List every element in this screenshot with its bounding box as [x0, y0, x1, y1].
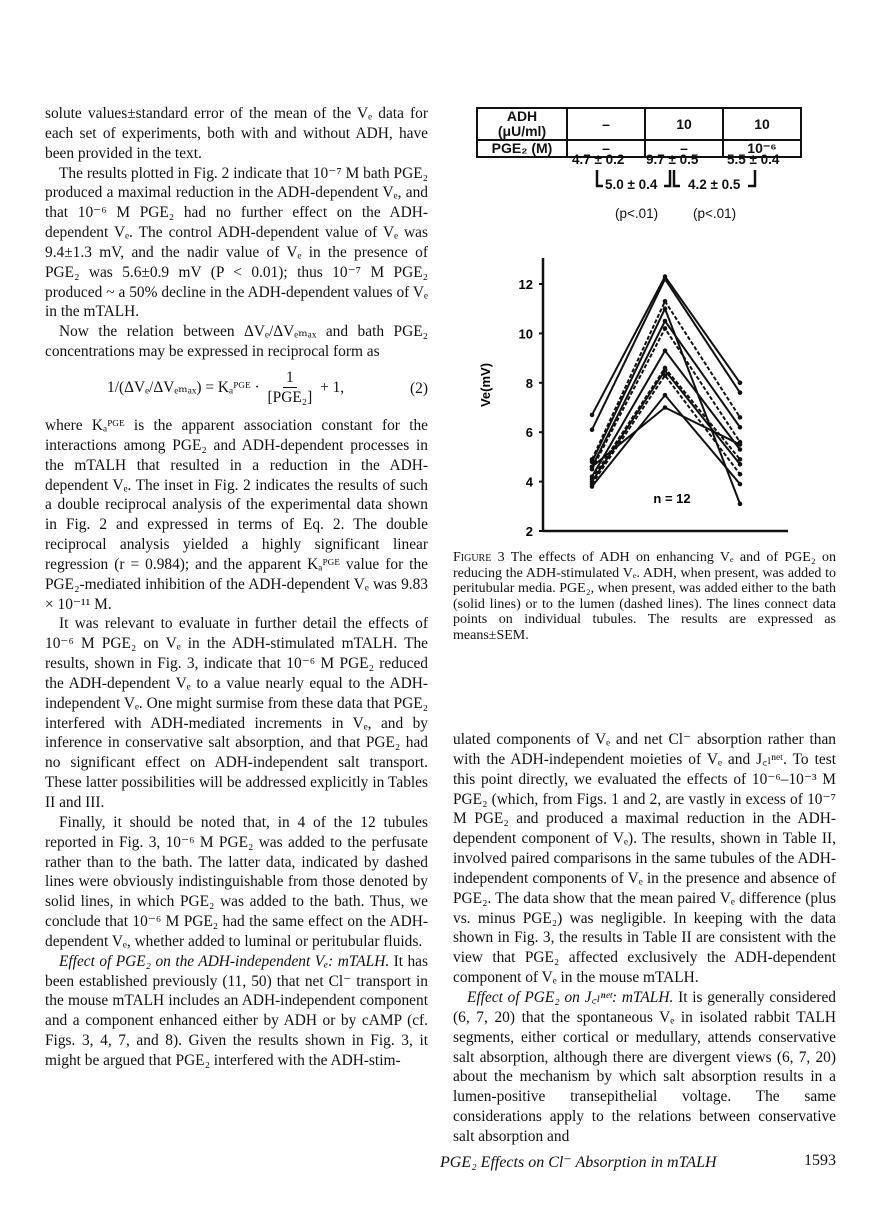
paragraph	[453, 988, 836, 1147]
table-cell: 10	[645, 108, 723, 140]
caption-label: Figure 3	[453, 550, 505, 565]
mean-adh-pge: 5.5 ± 0.4	[727, 152, 780, 167]
equation-tail: + 1,	[320, 379, 345, 397]
data-point	[590, 464, 595, 469]
paragraph: ulated components of Vₑ and net Cl⁻ absorption rather than with the ADH-independent moieties of Vₑ and J꜀ₗⁿᵉᵗ. To test this point directly, we evaluated the effects of 10⁻⁶–10⁻³ M PGE₂ (which, from Figs. 1 and 2, are vastly in excess of 10⁻⁷ M PGE₂ and produced a maximal reduction in the ADH-dependent component of Vₑ). The results, shown in Table II, involved paired comparisons in the same tubules of the ADH-independent components of Vₑ in the presence and absence of PGE₂. The data show that the mean paired Vₑ difference (plus vs. minus PGE₂) was negligible. In keeping with the data shown in Fig. 3, the results in Table II are consistent with the view that PGE₂ affected exclusively the ADH-dependent component of Vₑ in the mouse mTALH.	[453, 731, 836, 987]
page-number: 1593	[804, 1152, 836, 1169]
n-annotation: n = 12	[653, 491, 691, 506]
series-lines	[590, 274, 743, 506]
table-cell: –	[567, 108, 645, 140]
equation-lhs: 1/(ΔVₑ/ΔVₑₘₐₓ) = Kₐᴾᴳᴱ ·	[107, 379, 260, 397]
mean-adh: 9.7 ± 0.5	[646, 152, 699, 167]
series-line	[592, 375, 740, 484]
data-point	[738, 390, 743, 395]
row-label: PGE₂ (M)	[477, 140, 567, 157]
data-point	[590, 484, 595, 489]
p-value-2: (p<.01)	[693, 206, 737, 221]
row-label: ADH (μU/ml)	[477, 108, 567, 140]
data-point	[663, 393, 668, 398]
paragraph: It was relevant to evaluate in further detail the effects of 10⁻⁶ M PGE₂ on Vₑ in the ADH-stimulated mTALH. The results, shown in Fig. 3, indicate that 10⁻⁶ M PGE₂ reduced the ADH-dependent Vₑ to a value nearly equal to the ADH-independent Vₑ. One might surmise from these data that PGE₂ interfered with ADH-mediated increments in Vₑ, and by inference in conservative salt absorption, and that PGE₂ had no significant effect on ADH-independent salt transport. These latter possibilities will be addressed explicitly in Tables II and III.	[45, 615, 428, 811]
data-point	[663, 405, 668, 410]
paragraph: where Kₐᴾᴳᴱ is the apparent association constant for the interactions among PGE₂ and ADH-dependent processes in the mTALH that resulted in a reduction in the ADH-dependent Vₑ. The inset in Fig. 2 indicates the results of such a double reciprocal analysis of the experimental data shown in Fig. 2 and expressed in terms of Eq. 2. The double reciprocal analysis yielded a highly significant linear regression (r = 0.984); and the apparent Kₐᴾᴳᴱ value for the PGE₂-mediated inhibition of the ADH-dependent Vₑ was 9.83 × 10⁻¹¹ M.	[45, 416, 428, 613]
data-point	[663, 368, 668, 373]
difference-2: 4.2 ± 0.5	[688, 177, 741, 192]
data-point	[738, 462, 743, 467]
equation-body	[107, 369, 344, 408]
data-point	[663, 373, 668, 378]
paragraph	[45, 952, 428, 1071]
denominator: [PGE₂]	[267, 389, 313, 407]
y-tick-label: 8	[525, 375, 533, 391]
y-tick-label: 10	[518, 326, 533, 342]
figure-caption	[453, 550, 836, 644]
data-point	[738, 482, 743, 487]
caption-text: The effects of ADH on enhancing Vₑ and of PGE₂ on reducing the ADH-stimulated Vₑ. ADH, when present, was added to peritubular media. PGE₂, when present, was added either to the bath (solid lines) or to the lumen (dashed lines). The lines connect data points on individual tubules. The results are expressed as means±SEM.	[453, 550, 837, 643]
y-tick-label: 6	[525, 425, 533, 441]
table-cell: –	[645, 140, 723, 157]
table-cell: –	[567, 140, 645, 157]
paragraph: solute values±standard error of the mean of the Vₑ data for each set of experiments, both with and without ADH, have been provided in the text.	[45, 105, 428, 162]
data-point	[738, 425, 743, 430]
table-cell: 10⁻⁶	[723, 140, 801, 157]
difference-1: 5.0 ± 0.4	[605, 177, 658, 192]
data-point	[738, 502, 743, 507]
data-point	[738, 447, 743, 452]
table-cell: 10	[723, 108, 801, 140]
p-value-1: (p<.01)	[615, 206, 659, 221]
right-column	[453, 730, 836, 1147]
equation-number: (2)	[410, 380, 428, 398]
page-footer	[440, 1152, 836, 1172]
data-point	[663, 299, 668, 304]
data-point	[738, 415, 743, 420]
running-title: PGE₂ Effects on Cl⁻ Absorption in mTALH	[440, 1154, 717, 1171]
comparison-brackets	[0, 0, 890, 200]
section-heading: Effect of PGE₂ on J꜀ₗⁿᵉᵗ: mTALH.	[467, 988, 674, 1006]
data-point	[663, 277, 668, 282]
section-heading: Effect of PGE₂ on the ADH-independent Vₑ: mTALH.	[59, 952, 390, 970]
data-point	[663, 319, 668, 324]
data-point	[590, 413, 595, 418]
paragraph-text: It has been established previously (11, 50) that net Cl⁻ transport in the mouse mTALH includes an ADH-independent component and a component enhanced either by ADH or by cAMP (cf. Figs. 3, 4, 7, and 8). Given the results shown in Fig. 3, it might be argued that PGE₂ interfered with the ADH-stim-	[45, 952, 429, 1069]
data-point	[738, 442, 743, 447]
equation-2	[45, 362, 428, 416]
y-tick-label: 2	[525, 524, 533, 539]
y-tick-label: 4	[525, 474, 533, 490]
data-point	[738, 381, 743, 386]
left-column	[45, 104, 428, 1071]
data-point	[590, 427, 595, 432]
equation-fraction	[268, 369, 313, 408]
data-point	[663, 306, 668, 311]
paragraph-text: It is generally considered (6, 7, 20) that the spontaneous Vₑ in isolated rabbit TALH segments, either cortical or medullary, attends conservative salt absorption, although there are divergent views (6, 7, 20) about the mechanism by which salt absorption results in a lumen-positive transepithelial voltage. The same considerations apply to the relations between conservative salt absorption and	[453, 988, 837, 1145]
mean-control: 4.7 ± 0.2	[572, 152, 625, 167]
y-tick-label: 12	[518, 277, 533, 292]
paragraph: The results plotted in Fig. 2 indicate that 10⁻⁷ M bath PGE₂ produced a maximal reduction in the ADH-dependent Vₑ, and that 10⁻⁶ M PGE₂ had no further effect on the ADH-dependent Vₑ. The control ADH-dependent value of Vₑ was 9.4±1.3 mV, and the nadir value of Vₑ in the presence of PGE₂ was 5.6±0.9 mV (P < 0.01); thus 10⁻⁷ M PGE₂ produced ~ a 50% decline in the ADH-dependent values of Vₑ in the mTALH.	[45, 164, 428, 321]
figure-3-chart	[460, 250, 800, 545]
data-point	[738, 472, 743, 477]
numerator: 1	[283, 369, 297, 388]
data-point	[663, 326, 668, 331]
paragraph: Now the relation between ΔVₑ/ΔVₑₘₐₓ and bath PGE₂ concentrations may be expressed in reciprocal form as	[45, 323, 428, 361]
data-point	[663, 348, 668, 353]
y-axis-label: Ve(mV)	[478, 362, 493, 408]
paragraph: Finally, it should be noted that, in 4 of the 12 tubules reported in Fig. 3, 10⁻⁶ M PGE₂ was added to the perfusate rather than to the bath. The latter data, indicated by dashed lines were obviously indistinguishable from those denoted by solid lines, in which PGE₂ was added to the bath. Thus, we conclude that 10⁻⁶ M PGE₂ had the same effect on the ADH-dependent Vₑ, whether added to luminal or peritubular fluids.	[45, 813, 428, 950]
